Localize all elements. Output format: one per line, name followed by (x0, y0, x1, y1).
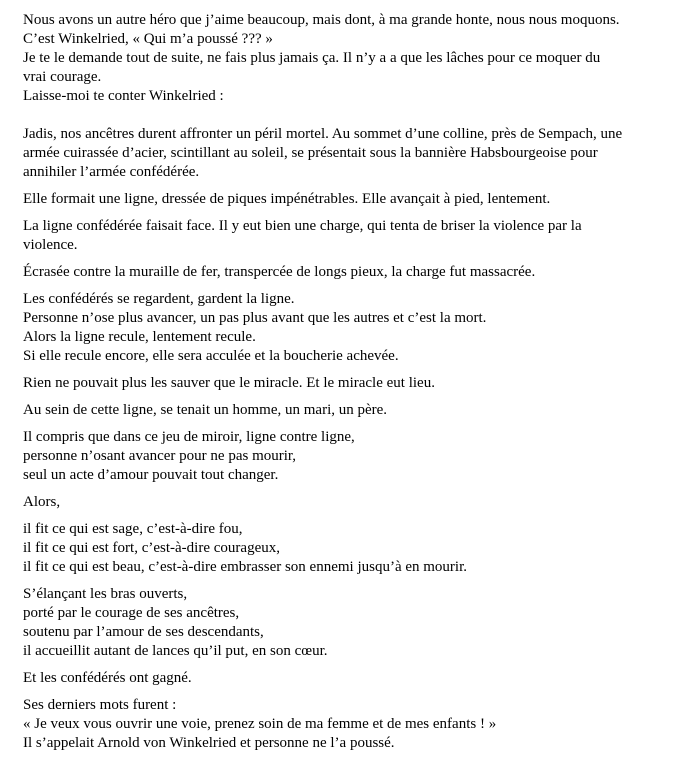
paragraph (23, 428, 678, 485)
paragraph (23, 669, 678, 688)
paragraph (23, 263, 678, 282)
text-line: Il s’appelait Arnold von Winkelried et personne ne l’a poussé. (23, 735, 395, 751)
paragraph-closing (23, 696, 678, 753)
text-line: il fit ce qui est fort, c’est-à-dire courageux, (23, 540, 280, 556)
text-line: La ligne confédérée faisait face. Il y eut bien une charge, qui tenta de briser la violence par la (23, 218, 582, 234)
text-line: Si elle recule encore, elle sera acculée et la boucherie achevée. (23, 348, 399, 364)
text-line: Elle formait une ligne, dressée de piques impénétrables. Elle avançait à pied, lentement. (23, 191, 551, 207)
paragraph (23, 125, 678, 182)
text-line: Jadis, nos ancêtres durent affronter un péril mortel. Au sommet d’une colline, près de Sempach, une (23, 126, 623, 142)
text-line: Ses derniers mots furent : (23, 697, 177, 713)
text-line: Laisse-moi te conter Winkelried : (23, 88, 224, 104)
text-line: Alors, (23, 494, 61, 510)
text-line: il fit ce qui est sage, c’est-à-dire fou, (23, 521, 243, 537)
text-line: il fit ce qui est beau, c’est-à-dire embrasser son ennemi jusqu’à en mourir. (23, 559, 468, 575)
text-line: Personne n’ose plus avancer, un pas plus avant que les autres et c’est la mort. (23, 310, 487, 326)
text-line: porté par le courage de ses ancêtres, (23, 605, 240, 621)
paragraph (23, 401, 678, 420)
paragraph (23, 585, 678, 661)
text-line: Les confédérés se regardent, gardent la ligne. (23, 291, 295, 307)
paragraph (23, 290, 678, 366)
text-line: Alors la ligne recule, lentement recule. (23, 329, 256, 345)
text-line: S’élançant les bras ouverts, (23, 586, 188, 602)
text-line: seul un acte d’amour pouvait tout changer. (23, 467, 279, 483)
text-line: Il compris que dans ce jeu de miroir, ligne contre ligne, (23, 429, 355, 445)
text-line: « Je veux vous ouvrir une voie, prenez soin de ma femme et de mes enfants ! » (23, 716, 497, 732)
text-line: armée cuirassée d’acier, scintillant au soleil, se présentait sous la bannière Habsbourgeoise pour (23, 145, 598, 161)
text-line: Nous avons un autre héro que j’aime beaucoup, mais dont, à ma grande honte, nous nous moquons. (23, 12, 620, 28)
text-line: Je te le demande tout de suite, ne fais plus jamais ça. Il n’y a a que les lâches pour ce moquer du (23, 50, 601, 66)
text-line: C’est Winkelried, « Qui m’a poussé ??? » (23, 31, 273, 47)
text-line: Rien ne pouvait plus les sauver que le miracle. Et le miracle eut lieu. (23, 375, 435, 391)
paragraph (23, 217, 678, 255)
text-line: il accueillit autant de lances qu’il put, en son cœur. (23, 643, 328, 659)
paragraph (23, 520, 678, 577)
text-line: personne n’osant avancer pour ne pas mourir, (23, 448, 297, 464)
paragraph (23, 374, 678, 393)
text-line: annihiler l’armée confédérée. (23, 164, 200, 180)
text-line: Et les confédérés ont gagné. (23, 670, 192, 686)
text-line: vrai courage. (23, 69, 102, 85)
text-line: Au sein de cette ligne, se tenait un homme, un mari, un père. (23, 402, 388, 418)
text-line: Écrasée contre la muraille de fer, transpercée de longs pieux, la charge fut massacrée. (23, 264, 536, 280)
text-line: violence. (23, 237, 78, 253)
paragraph (23, 493, 678, 512)
paragraph (23, 190, 678, 209)
paragraph-intro (23, 11, 678, 106)
text-line: soutenu par l’amour de ses descendants, (23, 624, 264, 640)
